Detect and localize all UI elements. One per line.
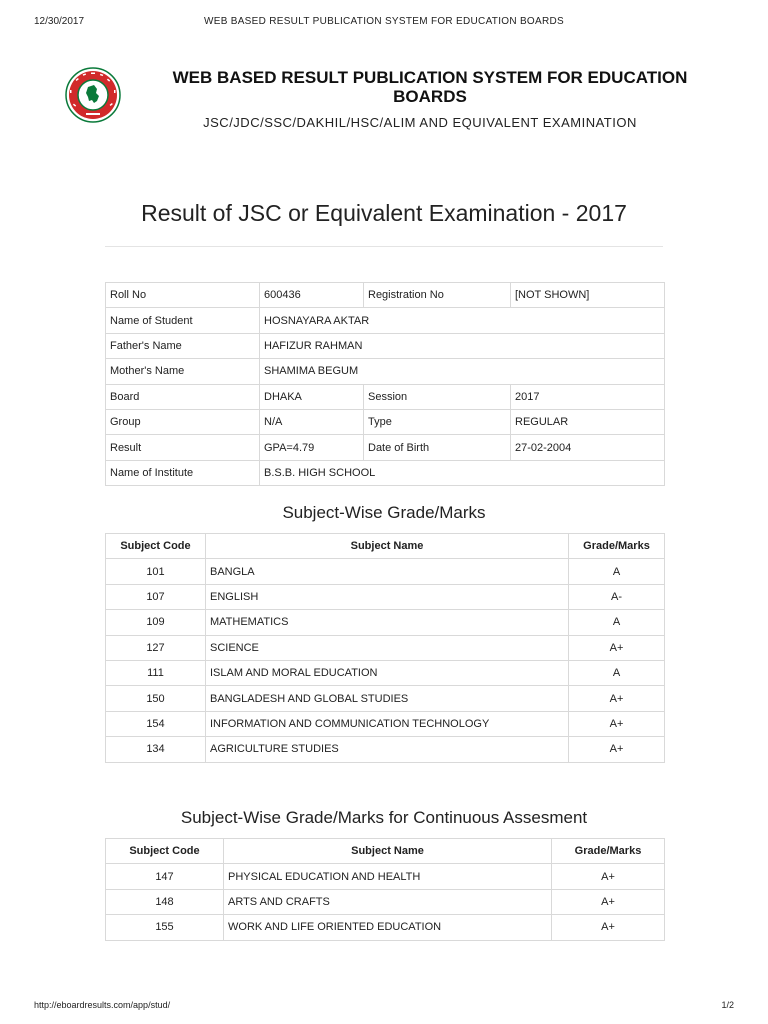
board-value: DHAKA [260, 384, 364, 409]
father-value: HAFIZUR RAHMAN [260, 333, 665, 358]
header-grade: Grade/Marks [569, 534, 665, 559]
dob-label: Date of Birth [364, 435, 511, 460]
table-row [106, 460, 665, 485]
table-row [106, 686, 665, 711]
subject-grade: A [569, 610, 665, 635]
subject-code: 134 [106, 737, 206, 762]
site-title: WEB BASED RESULT PUBLICATION SYSTEM FOR EDUCATION BOARDS [172, 68, 688, 106]
divider [105, 246, 663, 247]
table-row [106, 359, 665, 384]
table-row [106, 864, 665, 889]
mother-value: SHAMIMA BEGUM [260, 359, 665, 384]
subject-grade: A+ [569, 686, 665, 711]
subject-name: ARTS AND CRAFTS [224, 889, 552, 914]
site-subtitle: JSC/JDC/SSC/DAKHIL/HSC/ALIM AND EQUIVALENT EXAMINATION [203, 115, 637, 130]
subject-code: 101 [106, 559, 206, 584]
subject-code: 109 [106, 610, 206, 635]
grades-table [105, 533, 665, 763]
type-label: Type [364, 409, 511, 434]
government-seal-logo [61, 66, 125, 124]
subject-grade: A+ [552, 864, 665, 889]
subject-code: 148 [106, 889, 224, 914]
subject-grade: A [569, 660, 665, 685]
subject-grade: A+ [569, 635, 665, 660]
student-info-table [105, 282, 665, 486]
subject-code: 111 [106, 660, 206, 685]
result-title: Result of JSC or Equivalent Examination - 2017 [141, 200, 627, 226]
header-subject-code: Subject Code [106, 534, 206, 559]
subject-name: BANGLADESH AND GLOBAL STUDIES [206, 686, 569, 711]
table-row [106, 660, 665, 685]
subject-code: 127 [106, 635, 206, 660]
table-row [106, 384, 665, 409]
result-label: Result [106, 435, 260, 460]
table-row [106, 889, 665, 914]
header-grade: Grade/Marks [552, 839, 665, 864]
subject-name: AGRICULTURE STUDIES [206, 737, 569, 762]
table-row [106, 308, 665, 333]
subject-code: 150 [106, 686, 206, 711]
mother-label: Mother's Name [106, 359, 260, 384]
table-row [106, 915, 665, 940]
group-label: Group [106, 409, 260, 434]
name-label: Name of Student [106, 308, 260, 333]
header-subject-name: Subject Name [224, 839, 552, 864]
subject-code: 107 [106, 584, 206, 609]
print-date: 12/30/2017 [34, 16, 85, 27]
subject-name: SCIENCE [206, 635, 569, 660]
board-label: Board [106, 384, 260, 409]
header-subject-name: Subject Name [206, 534, 569, 559]
table-row [106, 635, 665, 660]
group-value: N/A [260, 409, 364, 434]
page-url: http://eboardresults.com/app/stud/ [34, 1000, 171, 1010]
roll-label: Roll No [106, 283, 260, 308]
subject-name: PHYSICAL EDUCATION AND HEALTH [224, 864, 552, 889]
table-row [106, 333, 665, 358]
subject-grade: A+ [569, 711, 665, 736]
table-row [106, 435, 665, 460]
table-header-row [106, 839, 665, 864]
table-row [106, 409, 665, 434]
grades-section-title: Subject-Wise Grade/Marks [282, 503, 486, 522]
result-value: GPA=4.79 [260, 435, 364, 460]
subject-code: 147 [106, 864, 224, 889]
subject-name: WORK AND LIFE ORIENTED EDUCATION [224, 915, 552, 940]
table-row [106, 584, 665, 609]
registration-label: Registration No [364, 283, 511, 308]
page-number: 1/2 [721, 1000, 734, 1010]
father-label: Father's Name [106, 333, 260, 358]
subject-name: BANGLA [206, 559, 569, 584]
table-row [106, 283, 665, 308]
subject-grade: A [569, 559, 665, 584]
session-value: 2017 [511, 384, 665, 409]
session-label: Session [364, 384, 511, 409]
table-row [106, 711, 665, 736]
subject-grade: A+ [552, 889, 665, 914]
subject-name: INFORMATION AND COMMUNICATION TECHNOLOGY [206, 711, 569, 736]
type-value: REGULAR [511, 409, 665, 434]
ca-grades-section-title: Subject-Wise Grade/Marks for Continuous Assesment [180, 808, 588, 827]
table-header-row [106, 534, 665, 559]
table-row [106, 559, 665, 584]
table-row [106, 737, 665, 762]
name-value: HOSNAYARA AKTAR [260, 308, 665, 333]
roll-value: 600436 [260, 283, 364, 308]
subject-code: 154 [106, 711, 206, 736]
dob-value: 27-02-2004 [511, 435, 665, 460]
subject-grade: A- [569, 584, 665, 609]
subject-name: ENGLISH [206, 584, 569, 609]
subject-grade: A+ [552, 915, 665, 940]
institute-value: B.S.B. HIGH SCHOOL [260, 460, 665, 485]
header-subject-code: Subject Code [106, 839, 224, 864]
ca-grades-table [105, 838, 665, 941]
institute-label: Name of Institute [106, 460, 260, 485]
subject-code: 155 [106, 915, 224, 940]
table-row [106, 610, 665, 635]
print-title: WEB BASED RESULT PUBLICATION SYSTEM FOR EDUCATION BOARDS [203, 16, 564, 27]
subject-name: ISLAM AND MORAL EDUCATION [206, 660, 569, 685]
subject-grade: A+ [569, 737, 665, 762]
subject-name: MATHEMATICS [206, 610, 569, 635]
registration-value: [NOT SHOWN] [511, 283, 665, 308]
